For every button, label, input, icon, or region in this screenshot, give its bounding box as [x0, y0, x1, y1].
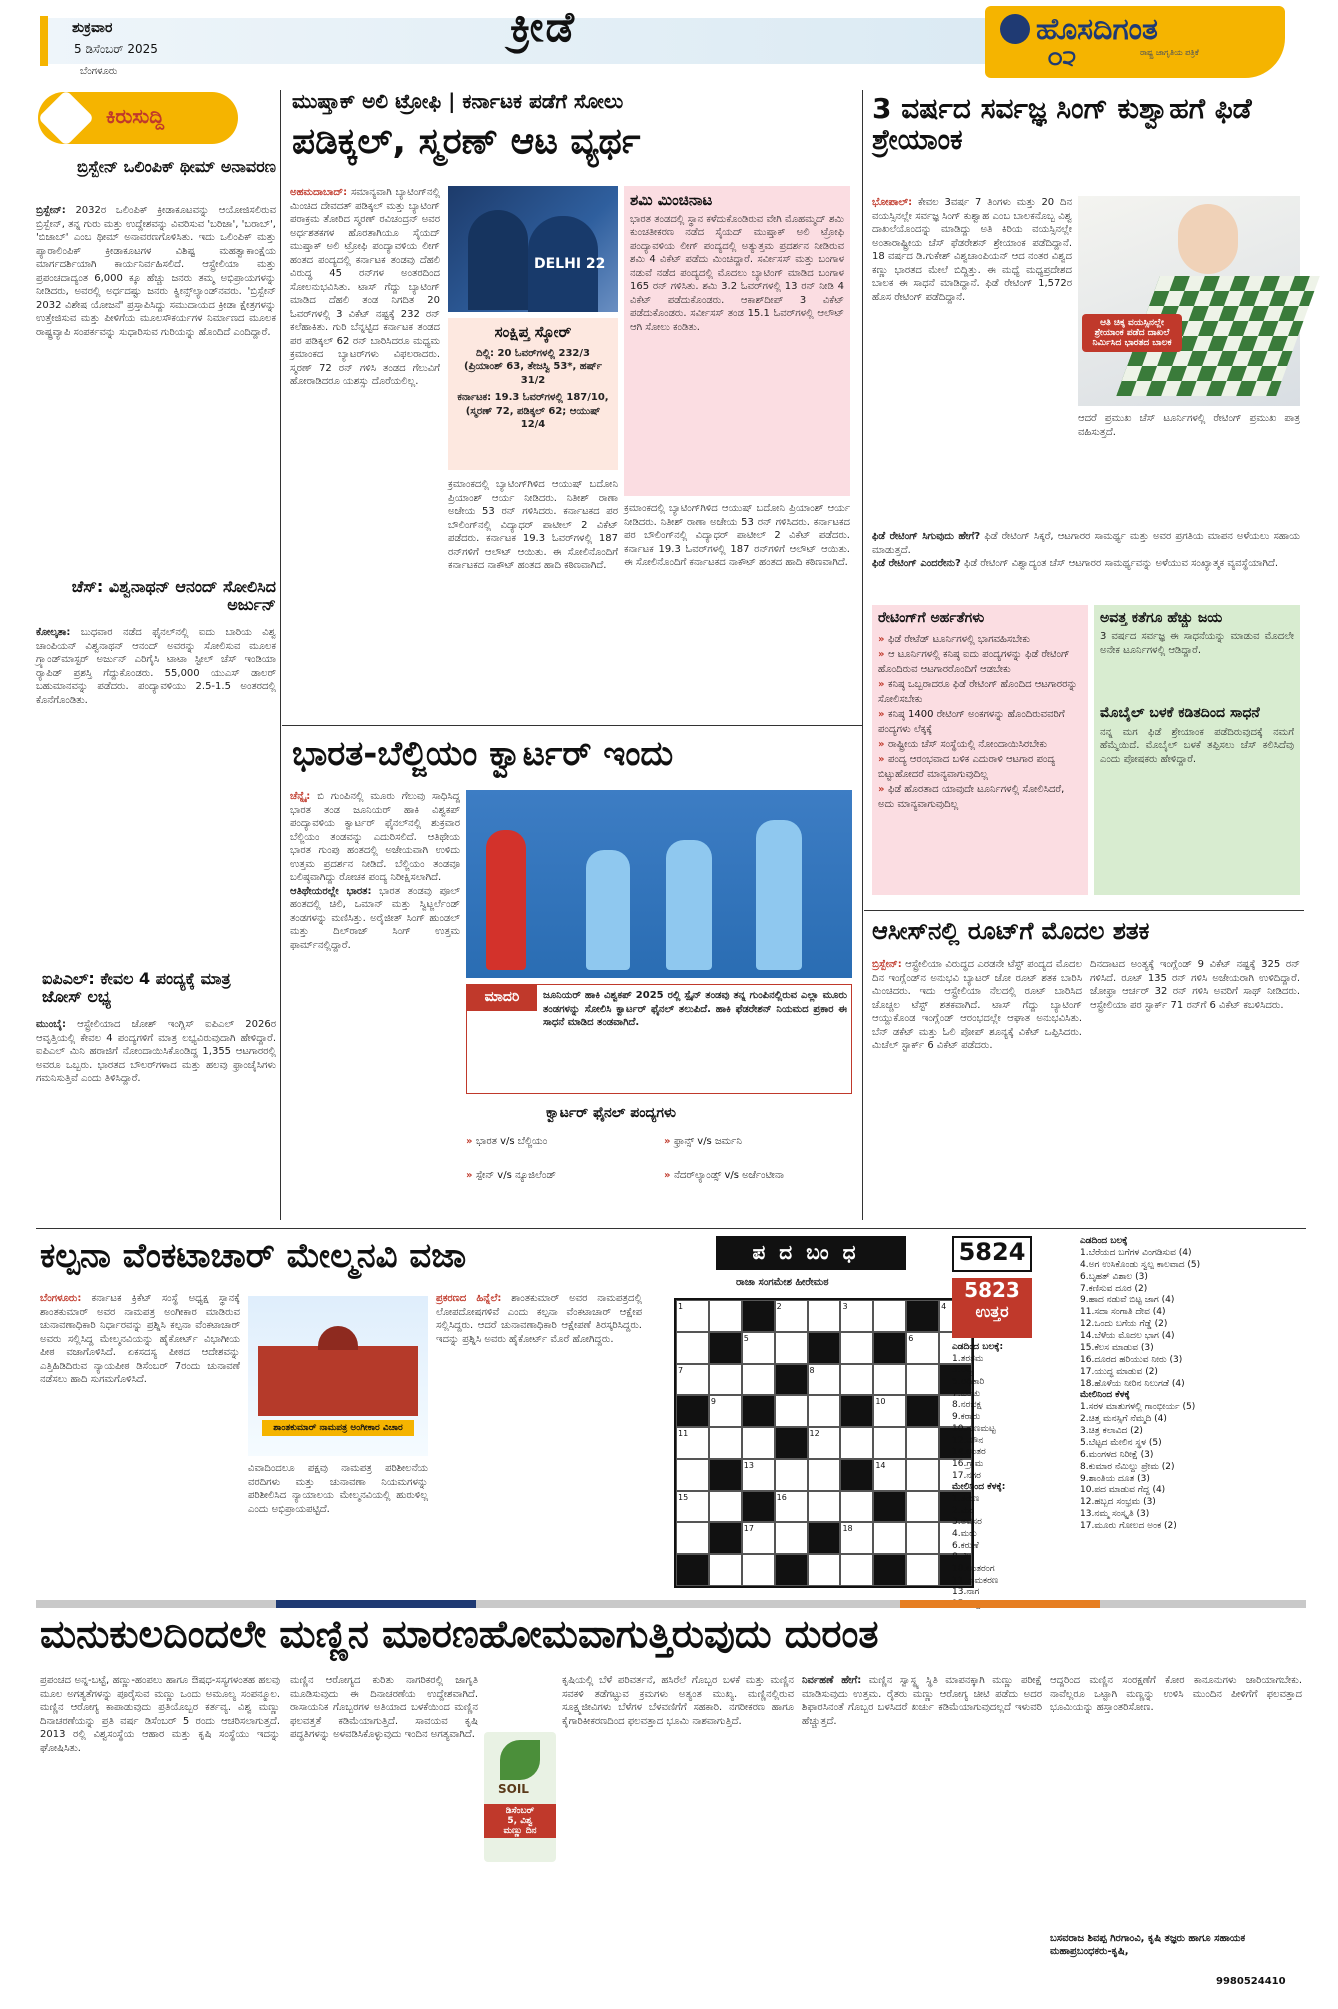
lead-body-3-text: ಕ್ರಮಾಂಕದಲ್ಲಿ ಬ್ಯಾಟಿಂಗ್‌ಗಿಳಿದ ಆಯುಷ್ ಬದೋನಿ ಪ್ರಿಯಾಂಶ್ ಆರ್ಯ ನೀಡಿದರು. ನಿತೀಶ್ ರಾಣಾ ಅಜೇಯ 53 ರನ್ ಗಳಿಸಿದರು. ಕರ್ನಾಟಕದ ಪರ ಬೌಲಿಂಗ್‌ನಲ್ಲಿ ವಿದ್ಯಾಧರ್ ಪಾಟೀಲ್ 2 ವಿಕೆಟ್ ಪಡೆದರು. ಕರ್ನಾಟಕ 19.3 ಓವರ್‌ಗಳಲ್ಲಿ 187 ರನ್‌ಗಳಿಗೆ ಆಲೌಟ್ ಆಯಿತು. ಈ ಸೋಲಿನೊಂದಿಗೆ ಕರ್ನಾಟಕದ ನಾಕೌಟ್ ಹಂತದ ಹಾದಿ ಕಠಿಣವಾಗಿದೆ. [624, 503, 850, 568]
eligibility-box [872, 605, 1088, 895]
soil-day-label: ಡಿಸೆಂಬರ್ 5, ವಿಶ್ವ ಮಣ್ಣು ದಿನ [484, 1804, 556, 1838]
lead-body-3 [624, 502, 850, 716]
kalpana-subhead: ಪ್ರಕರಣದ ಹಿನ್ನೆಲೆ: [436, 1293, 502, 1304]
rule-mid-h [282, 725, 862, 726]
chess-body [872, 196, 1072, 526]
brand-logo-icon [1000, 14, 1030, 44]
masthead-city: ಬೆಂಗಳೂರು [80, 66, 118, 77]
root-body-text: ಆಸ್ಟ್ರೇಲಿಯಾ ವಿರುದ್ಧದ ಎರಡನೇ ಟೆಸ್ಟ್ ಪಂದ್ಯದ ಮೊದಲ ದಿನ ಇಂಗ್ಲೆಂಡ್‌ನ ಅನುಭವಿ ಬ್ಯಾಟರ್ ಜೋ ರೂಟ್ ಶತಕ ಬಾರಿಸಿ ಮಿಂಚಿದರು. ಇದು ಆಸ್ಟ್ರೇಲಿಯಾ ನೆಲದಲ್ಲಿ ರೂಟ್ ಬಾರಿಸಿದ ಚೊಚ್ಚಲ ಟೆಸ್ಟ್ ಶತಕವಾಗಿದೆ. ಟಾಸ್ ಗೆದ್ದು ಬ್ಯಾಟಿಂಗ್ ಆಯ್ದುಕೊಂಡ ಇಂಗ್ಲೆಂಡ್ ಆರಂಭದಲ್ಲೇ ಆಘಾತ ಅನುಭವಿಸಿತು. ಬೆನ್ ಡಕೆಟ್ ಮತ್ತು ಓಲಿ ಪೋಪ್ ಶೂನ್ಯಕ್ಕೆ ವಿಕೆಟ್ ಒಪ್ಪಿಸಿದರು. ಮಿಚೆಲ್ ಸ್ಟಾರ್ಕ್ 6 ವಿಕೆಟ್ ಪಡೆದರು. [872, 959, 1082, 1051]
hockey-headline: ಭಾರತ-ಬೆಲ್ಜಿಯಂ ಕ್ವಾರ್ಟರ್ ಇಂದು [292, 734, 674, 774]
section-title: ಕ್ರೀಡೆ [510, 2, 576, 51]
score-line-1: ದಿಲ್ಲಿ: 20 ಓವರ್‌ಗಳಲ್ಲಿ 232/3 [476, 347, 590, 359]
soil-col-1: ಪ್ರಪಂಚದ ಅನ್ನ-ಬಟ್ಟೆ, ಹಣ್ಣು-ಹಂಪಲು ಹಾಗೂ ಔಷಧ-ಸಸ್ಯಗಳಂತಹ ಹಲವು ಮೂಲ ಅಗತ್ಯತೆಗಳನ್ನು ಪೂರೈಸುವ ಮಣ್ಣು ಒಂದು ಅಮೂಲ್ಯ ಸಂಪನ್ಮೂಲ. ಮಣ್ಣಿನ ಆರೋಗ್ಯ ಕಾಪಾಡುವುದು ಪ್ರತಿಯೊಬ್ಬರ ಕರ್ತವ್ಯ. ವಿಶ್ವ ಮಣ್ಣು ದಿನಾಚರಣೆಯನ್ನು ಪ್ರತಿ ವರ್ಷ ಡಿಸೆಂಬರ್ 5 ರಂದು ಆಚರಿಸಲಾಗುತ್ತದೆ. 2013 ರಲ್ಲಿ ವಿಶ್ವಸಂಸ್ಥೆಯ ಆಹಾರ ಮತ್ತು ಕೃಷಿ ಸಂಸ್ಥೆಯು ಇದನ್ನು ಘೋಷಿಸಿತು. [40, 1675, 280, 1754]
young-body: 3 ವರ್ಷದ ಸರ್ವಜ್ಞ ಈ ಸಾಧನೆಯನ್ನು ಮಾಡುವ ಮೊದಲೇ ಅನೇಕ ಟೂರ್ನಿಗಳಲ್ಲಿ ಆಡಿದ್ದಾರೆ. [1100, 631, 1294, 656]
faq-question-2: ಫಿಡೆ ರೇಟಿಂಗ್ ಎಂದರೇನು? [872, 558, 961, 569]
answer-box [952, 1278, 1032, 1338]
jersey-number: DELHI 22 [534, 256, 606, 272]
root-dateline: ಬ್ರಿಸ್ಬೇನ್: [872, 959, 902, 970]
rule-right [862, 90, 863, 1220]
hockey-photo [466, 790, 852, 978]
player-blue-1 [586, 850, 630, 970]
brief-dateline-2: ಕೋಲ್ಕತಾ: [36, 627, 71, 638]
shami-title: ಶಮಿ ಮಿಂಚಿನಾಟ [630, 191, 713, 209]
kalpana-body-text: ಕರ್ನಾಟಕ ಕ್ರಿಕೆಟ್ ಸಂಸ್ಥೆ ಅಧ್ಯಕ್ಷ ಸ್ಥಾನಕ್ಕೆ ಶಾಂತಕುಮಾರ್ ಅವರ ನಾಮಪತ್ರ ಅಂಗೀಕಾರ ಮಾಡಿರುವ ಚುನಾವಣಾಧಿಕಾರಿ ನಿರ್ಧಾರವನ್ನು ಪ್ರಶ್ನಿಸಿ ಕಲ್ಪನಾ ವೆಂಕಟಾಚಾರ್ ಅವರು ಸಲ್ಲಿಸಿದ್ದ ಮೇಲ್ಮನವಿಯನ್ನು ಹೈಕೋರ್ಟ್ ವಿಭಾಗೀಯ ಪೀಠ ವಜಾಗೊಳಿಸಿದೆ. ಏಕಸದಸ್ಯ ಪೀಠದ ಆದೇಶವನ್ನು ಎತ್ತಿಹಿಡಿದಿರುವ ನ್ಯಾಯಪೀಠ ಡಿಸೆಂಬರ್ 7ರಂದು ಚುನಾವಣೆ ನಡೆಸಲು ಹಾದಿ ಸುಗಮಗೊಳಿಸಿದೆ. [40, 1293, 240, 1385]
chess-body-2: ಆದರೆ ಪ್ರಮುಖ ಚೆಸ್ ಟೂರ್ನಿಗಳಲ್ಲಿ ರೇಟಿಂಗ್ ಪ್ರಮುಖ ಪಾತ್ರ ವಹಿಸುತ್ತದೆ. [1078, 413, 1300, 438]
masthead-day: ಶುಕ್ರವಾರ [72, 20, 113, 36]
player-blue-2 [666, 840, 712, 970]
brief-title-2: ಚೆಸ್: ವಿಶ್ವನಾಥನ್ ಆನಂದ್ ಸೋಲಿಸಿದ ಅರ್ಜುನ್ [71, 577, 276, 614]
kalpana-caption: ಶಾಂತಕುಮಾರ್ ನಾಮಪತ್ರ ಅಂಗೀಕಾರ ವಿಚಾರ [262, 1420, 414, 1436]
brief-dateline-1: ಬ್ರಿಸ್ಬೇನ್: [36, 205, 66, 216]
chess-dateline: ಭೋಪಾಲ್: [872, 197, 913, 208]
soil-subhead: ನಿರ್ವಹಣೆ ಹೇಗೆ: [802, 1675, 862, 1686]
shami-body: ಭಾರತ ತಂಡದಲ್ಲಿ ಸ್ಥಾನ ಕಳೆದುಕೊಂಡಿರುವ ವೇಗಿ ಮೊಹಮ್ಮದ್ ಶಮಿ ಕುಂಚತೀಕರಣ ನಡೆದ ಸೈಯದ್ ಮುಷ್ತಾಕ್ ಅಲಿ ಟ್ರೋಫಿ ಪಂದ್ಯಾವಳಿಯ ಲೀಗ್ ಪಂದ್ಯದಲ್ಲಿ ಅತ್ಯುತ್ತಮ ಪ್ರದರ್ಶನ ನೀಡಿರುವ ಶಮಿ 4 ವಿಕೆಟ್ ಪಡೆದು ಮಿಂಚಿದ್ದಾರೆ. ಸರ್ವೀಸಸ್ ಮತ್ತು ಬಂಗಾಳ ನಡುವೆ ನಡೆದ ಪಂದ್ಯದಲ್ಲಿ ಮೊದಲು ಬ್ಯಾಟಿಂಗ್ ಮಾಡಿದ ಬಂಗಾಳ 165 ರನ್ ಗಳಿಸಿತು. ಶಮಿ 3.2 ಓವರ್‌ಗಳಲ್ಲಿ 13 ರನ್ ನೀಡಿ 4 ವಿಕೆಟ್ ಪಡೆದುಕೊಂಡರು. ಆಕಾಶ್‌ದೀಪ್ 3 ವಿಕೆಟ್ ಪಡೆದುಕೊಂಡರು. ಸರ್ವೀಸಸ್ ತಂಡ 15.1 ಓವರ್‌ಗಳಲ್ಲಿ ಆಲೌಟ್ ಆಗಿ ಸೋಲು ಕಂಡಿತು. [630, 213, 844, 333]
eligibility-item: » ಪಂದ್ಯ ಆರಂಭವಾದ ಬಳಿಕ ಎದುರಾಳಿ ಆಟಗಾರ ಪಂದ್ಯ ಬಿಟ್ಟುಹೋದರೆ ಮಾನ್ಯವಾಗುವುದಿಲ್ಲ [878, 754, 1056, 781]
hockey-body-text: ಬಿ ಗುಂಪಿನಲ್ಲಿ ಮೂರು ಗೆಲುವು ಸಾಧಿಸಿದ್ದ ಭಾರತ ತಂಡ ಜೂನಿಯರ್ ಹಾಕಿ ವಿಶ್ವಕಪ್ ಪಂದ್ಯಾವಳಿಯ ಕ್ವಾರ್ಟರ್ ಫೈನಲ್‌ನಲ್ಲಿ ಶುಕ್ರವಾರ ಬೆಲ್ಜಿಯಂ ತಂಡವನ್ನು ಎದುರಿಸಲಿದೆ. ಆತಿಥೇಯ ಭಾರತ ಗುಂಪು ಹಂತದಲ್ಲಿ ಅಜೇಯವಾಗಿ ಉಳಿದು ಉತ್ತಮ ಪ್ರದರ್ಶನ ನೀಡಿದೆ. ಬೆಲ್ಜಿಯಂ ತಂಡವೂ ಬಲಿಷ್ಠವಾಗಿದ್ದು ರೋಚಕ ಪಂದ್ಯ ನಿರೀಕ್ಷಿಸಲಾಗಿದೆ. [290, 791, 461, 883]
building-dome [318, 1326, 358, 1350]
masthead-date: 5 ಡಿಸೆಂಬರ್ 2025 [74, 42, 158, 56]
brief-text-1: 2032ರ ಒಲಿಂಪಿಕ್ ಕ್ರೀಡಾಕೂಟವನ್ನು ಆಯೋಜಿಸಲಿರುವ ಬ್ರಿಸ್ಬೇನ್, ತನ್ನ ಗುರು ಮತ್ತು ಉದ್ದೇಶವನ್ನು ವಿವರಿಸುವ 'ಬರಿಜಾ', 'ಬರಾಬ್', 'ಬಿಜಾಬ್' ಎಂಬ ಥೀಮ್ ಅನಾವರಣಗೊಳಿಸಿತು. ಇದು ಒಲಿಂಪಿಕ್ ಮತ್ತು ಪ್ಯಾರಾಲಿಂಪಿಕ್ ಕ್ರೀಡಾಕೂಟಗಳ ವಿಶಿಷ್ಟ ಮಹತ್ವಾಕಾಂಕ್ಷೆಯ ಮಾರ್ಗದರ್ಶಿಯಾಗಿ ಕಾರ್ಯನಿರ್ವಹಿಸಲಿದೆ. ಆಸ್ಟ್ರೇಲಿಯಾ ಮತ್ತು ಪ್ರಪಂಚದಾದ್ಯಂತ 6,000 ಕ್ಕೂ ಹೆಚ್ಚು ಜನರು ತಮ್ಮ ಅಭಿಪ್ರಾಯಗಳನ್ನು ನೀಡಿದರು, ಅವರಲ್ಲಿ ಅರ್ಧದಷ್ಟು ಜನರು ಕ್ವೀನ್ಸ್‌ಲ್ಯಾಂಡ್‌ನವರು. 'ಬ್ರಿಸ್ಬೇನ್ 2032 ವಿಶೇಷ ಯೋಜನೆ' ಪ್ರಸ್ತಾಪಿಸಿದ್ದು ಸಮುದಾಯದ ಕ್ರೀಡಾ ಕ್ಷೇತ್ರಗಳನ್ನು ಉತ್ತೇಜಿಸುವ ಮತ್ತು ಪೀಳಿಗೆಯ ಮೂಲಸೌಕರ್ಯಗಳ ನಿರ್ಮಾಣದ ಮೂಲಕ ರಾಷ್ಟ್ರವ್ಯಾಪಿ ಸಂಪರ್ಕವನ್ನು ಸುಧಾರಿಸುವ ಗುರಿಯನ್ನು ಹೊಂದಿದೆ ಎಂದಿದ್ದಾರೆ. [36, 205, 276, 338]
sidebar-shami [624, 186, 850, 496]
lead-body-2: ಕ್ರಮಾಂಕದಲ್ಲಿ ಬ್ಯಾಟಿಂಗ್‌ಗಿಳಿದ ಆಯುಷ್ ಬದೋನಿ ಪ್ರಿಯಾಂಶ್ ಆರ್ಯ ನೀಡಿದರು. ನಿತೀಶ್ ರಾಣಾ ಅಜೇಯ 53 ರನ್ ಗಳಿಸಿದರು. ಕರ್ನಾಟಕದ ಪರ ಬೌಲಿಂಗ್‌ನಲ್ಲಿ ವಿದ್ಯಾಧರ್ ಪಾಟೀಲ್ 2 ವಿಕೆಟ್ ಪಡೆದರು. ಕರ್ನಾಟಕ 19.3 ಓವರ್‌ಗಳಲ್ಲಿ 187 ರನ್‌ಗಳಿಗೆ ಆಲೌಟ್ ಆಯಿತು. ಈ ಸೋಲಿನೊಂದಿಗೆ ಕರ್ನಾಟಕದ ನಾಕೌಟ್ ಹಂತದ ಹಾದಿ ಕಠಿಣವಾಗಿದೆ. [448, 479, 618, 571]
kalpana-headline: ಕಲ್ಪನಾ ವೆಂಕಟಾಚಾರ್ ಮೇಲ್ಮನವಿ ವಜಾ [40, 1236, 467, 1276]
model-box [466, 984, 852, 1094]
soil-headline: ಮನುಕುಲದಿಂದಲೇ ಮಣ್ಣಿನ ಮಾರಣಹೋಮವಾಗುತ್ತಿರುವುದು ದುರಂತ [40, 1612, 879, 1656]
soil-badge [484, 1732, 556, 1862]
eligibility-item: » ಫಿಡೆ ರೇಟೆಡ್ ಟೂರ್ನಿಗಳಲ್ಲಿ ಭಾಗವಹಿಸಬೇಕು [878, 634, 1031, 646]
answer-label: ಉತ್ತರ [975, 1302, 1009, 1321]
score-line-3: ಕರ್ನಾಟಕ: 19.3 ಓವರ್‌ಗಳಲ್ಲಿ 187/10, (ಸ್ಮರಣ್ 72, ಪಡಿಕ್ಕಲ್ 62; ಆಯುಷ್ 12/4 [457, 392, 609, 430]
root-headline: ಆಸೀಸ್‌ನಲ್ಲಿ ರೂಟ್‌ಗೆ ಮೊದಲ ಶತಕ [872, 917, 1150, 945]
soil-phone: 9980524410 [1216, 1976, 1286, 1987]
chess-body-text: ಕೇವಲ 3ವರ್ಷ 7 ತಿಂಗಳು ಮತ್ತು 20 ದಿನ ವಯಸ್ಸಿನಲ್ಲೇ ಸರ್ವಜ್ಞ ಸಿಂಗ್ ಕುಶ್ವಾಹ ಎಂಬ ಬಾಲಕನೊಬ್ಬ ವಿಶ್ವ ದಾಖಲೆಯೊಂದನ್ನು ಮಾಡಿದ್ದು ಅತಿ ಕಿರಿಯ ವಯಸ್ಸಿನಲ್ಲೇ ಅಂತಾರಾಷ್ಟ್ರೀಯ ಚೆಸ್ ಫೆಡರೇಶನ್ ಶ್ರೇಯಾಂಕ ಪಡೆದಿದ್ದಾನೆ. 18 ವರ್ಷದ ಡಿ.ಗುಕೇಶ್ ವಿಶ್ವಚಾಂಪಿಯನ್ ಆದ ನಂತರ ವಿಶ್ವದ ಕಣ್ಣು ಭಾರತದ ಮೇಲೆ ಬಿದ್ದಿತ್ತು. ಈ ಮಧ್ಯೆ ಮಧ್ಯಪ್ರದೇಶದ ಬಾಲಕ ಈ ಸಾಧನೆ ಮಾಡಿದ್ದಾನೆ. ಫಿಡೆ ರೇಟಿಂಗ್ 1,572ರ ಹೊಸ ರೇಟಿಂಗ್ ಪಡೆದಿದ್ದಾನೆ. [872, 197, 1072, 303]
qf-match: » ಭಾರತ v/s ಬೆಲ್ಜಿಯಂ [466, 1136, 548, 1147]
child-figure [1178, 204, 1238, 274]
soil-col-4-text: ಮಣ್ಣಿನ ಸ್ವಾಸ್ಥ್ಯ ಸ್ಥಿತಿ ಮಾಪನಕ್ಕಾಗಿ ಮಣ್ಣು ಪರೀಕ್ಷೆ ಮಾಡಿಸುವುದು ಉತ್ತಮ. ರೈತರು ಮಣ್ಣು ಆರೋಗ್ಯ ಚೀಟಿ ಪಡೆದು ಅದರ ಶಿಫಾರಸಿನಂತೆ ಗೊಬ್ಬರ ಬಳಸಿದರೆ ಖರ್ಚು ಕಡಿಮೆಯಾಗುವುದಲ್ಲದೆ ಇಳುವರಿ ಹೆಚ್ಚುತ್ತದೆ. [802, 1675, 1043, 1727]
player-blue-3 [756, 820, 802, 970]
hockey-body-text-2: ಭಾರತ ತಂಡವು ಪೂಲ್ ಹಂತದಲ್ಲಿ ಚಿಲಿ, ಒಮಾನ್ ಮತ್ತು ಸ್ವಿಟ್ಜರ್ಲೆಂಡ್ ತಂಡಗಳನ್ನು ಮಣಿಸಿತ್ತು. ಅರೈಜೀತ್ ಸಿಂಗ್ ಹುಂಡಲ್ ಮತ್ತು ದಿಲ್‌ರಾಜ್ ಸಿಂಗ್ ಉತ್ತಮ ಫಾರ್ಮ್‌ನಲ್ಲಿದ್ದಾರೆ. [290, 885, 460, 951]
model-badge: ಮಾದರಿ [467, 985, 537, 1011]
kalpana-story [36, 1232, 646, 1598]
clue-down-title: ಮೇಲಿನಿಂದ ಕೆಳಕ್ಕೆ [1080, 1390, 1130, 1401]
rule-left [280, 90, 281, 1220]
soil-word: SOIL [498, 1782, 529, 1796]
crossword-number-box: 5824 [952, 1236, 1032, 1272]
model-text: ಜೂನಿಯರ್ ಹಾಕಿ ವಿಶ್ವಕಪ್ 2025 ರಲ್ಲಿ ಸ್ಪೈನ್ ತಂಡವು ತನ್ನ ಗುಂಪಿನಲ್ಲಿರುವ ಎಲ್ಲಾ ಮೂರು ತಂಡಗಳನ್ನು ಸೋಲಿಸಿ ಕ್ವಾರ್ಟರ್ ಫೈನಲ್ ತಲುಪಿದೆ. ಹಾಕಿ ಫೆಡರೇಶನ್ ನಿಯಮದ ಪ್ರಕಾರ ಈ ಸಾಧನೆ ಮಾಡಿದ ತಂಡವಾಗಿದೆ. [543, 990, 847, 1028]
brief-body-2 [36, 626, 276, 966]
soil-article [36, 1612, 1306, 2002]
score-box [448, 318, 618, 470]
young-box [1094, 605, 1300, 895]
cell-number: 1 [676, 1300, 709, 1332]
answer-down-title: ಮೇಲಿನಿಂದ ಕೆಳಕ್ಕೆ: [952, 1482, 1006, 1493]
brief-title-3: ಐಪಿಎಲ್: ಕೇವಲ 4 ಪಂದ್ಯಕ್ಕೆ ಮಾತ್ರ ಜೋಸ್ ಲಭ್ಯ [42, 969, 231, 1006]
kalpana-dateline: ಬೆಂಗಳೂರು: [40, 1293, 82, 1304]
qf-list [466, 1134, 852, 1198]
eligibility-item: » ಆ ಟೂರ್ನಿಗಳಲ್ಲಿ ಕನಿಷ್ಠ ಐದು ಪಂದ್ಯಗಳನ್ನು ಫಿಡೆ ರೇಟಿಂಗ್ ಹೊಂದಿರುವ ಆಟಗಾರರೊಂದಿಗೆ ಆಡಬೇಕು [878, 649, 1070, 676]
brief-body-3 [36, 1018, 276, 1218]
kirusuddi-label: ಕಿರುಸುದ್ದಿ [106, 104, 165, 128]
answer-list: ಎಡದಿಂದ ಬಲಕ್ಕೆ: 1.ತರತಮ 3.ಅನ್ಯ 5.ಅಧಿಕಾರಿ 7.ಬೆಂಚು 8.ನರಭಕ್ಷ 9.ಕರಾರು 10.ಗುಣಮಟ್ಟ 12.ಮೌನ 14.ಅಂತರ 16.ಗ್ರಾಮ 17.ನಗರ ಮೇಲಿನಿಂದ ಕೆಳಕ್ಕೆ: 1.ತರುಣ 2.ಮರ 3.ಅವಸರ 4.ಮರು 6.ಕರುಣೆ 8.ನೆಲ 10.ಅಂತರಂಗ 11.ನಾಮಕರಣ 13.ನಾಗ [952, 1342, 1006, 1598]
phone-title: ಮೊಬೈಲ್ ಬಳಕೆ ಕಡಿತದಿಂದ ಸಾಧನೆ [1100, 705, 1260, 722]
brief-title-1: ಬ್ರಿಸ್ಬೇನ್ ಒಲಿಂಪಿಕ್ ಥೀಮ್ ಅನಾವರಣ [77, 157, 276, 176]
brief-text-3: ಆಸ್ಟ್ರೇಲಿಯಾದ ಜೋಶ್ ಇಂಗ್ಲಿಸ್ ಐಪಿಎಲ್ 2026ರ ಆವೃತ್ತಿಯಲ್ಲಿ ಕೇವಲ 4 ಪಂದ್ಯಗಳಿಗೆ ಮಾತ್ರ ಲಭ್ಯವಿರುವುದಾಗಿ ಹೇಳಿದ್ದಾರೆ. ಐಪಿಎಲ್ ಮಿನಿ ಹರಾಜಿಗೆ ನೋಂದಾಯಿಸಿಕೊಂಡಿದ್ದ 1,355 ಆಟಗಾರರಲ್ಲಿ ಅವರೂ ಒಬ್ಬರು. ಭಾರತದ ಬೌಲರ್‌ಗಳಾದ ಮತ್ತು ಹಲವು ಫ್ರಾಂಚೈಸಿಗಳು ಗಮನಿಸುತ್ತಿವೆ ಎಂದು ತಿಳಿಸಿದ್ದಾರೆ. [36, 1019, 276, 1084]
score-title: ಸಂಕ್ಷಿಪ್ತ ಸ್ಕೋರ್ [494, 323, 572, 341]
hockey-subhead: ಆತಿಥೇಯರಲ್ಲೇ ಭಾರತ: [290, 885, 372, 897]
brief-text-2: ಬುಧವಾರ ನಡೆದ ಫೈನಲ್‌ನಲ್ಲಿ ಐದು ಬಾರಿಯ ವಿಶ್ವ ಚಾಂಪಿಯನ್ ವಿಶ್ವನಾಥನ್ ಆನಂದ್ ಅವರನ್ನು ಸೋಲಿಸುವ ಮೂಲಕ ಗ್ರ್ಯಾಂಡ್‌ಮಾಸ್ಟರ್ ಅರ್ಜುನ್ ಎರಿಗೈಸಿ ಟಾಟಾ ಸ್ಟೀಲ್ ಚೆಸ್ ಇಂಡಿಯಾ ರ‍್ಯಾಪಿಡ್ ಪ್ರಶಸ್ತಿ ಗೆದ್ದುಕೊಂಡರು. 55,000 ಯುಎಸ್ ಡಾಲರ್ ಬಹುಮಾನವನ್ನು ಪಡೆದರು. ಪಂದ್ಯಾವಳಿಯು 2.5-1.5 ಅಂತರದಲ್ಲಿ ಕೊನೆಗೊಂಡಿತು. [36, 627, 276, 706]
lead-dateline: ಅಹಮದಾಬಾದ್: [290, 187, 348, 198]
faq-question-1: ಫಿಡೆ ರೇಟಿಂಗ್ ಸಿಗುವುದು ಹೇಗೆ? [872, 531, 981, 542]
player-red [486, 830, 526, 970]
crossword-title-bar: ಪದಬಂಧ [716, 1236, 906, 1270]
rule-bottom-h [36, 1228, 1306, 1229]
kalpana-body-3-text: ಶಾಂತಕುಮಾರ್ ಅವರ ನಾಮಪತ್ರದಲ್ಲಿ ಲೋಪದೋಷಗಳಿವೆ ಎಂದು ಕಲ್ಪನಾ ವೆಂಕಟಾಚಾರ್ ಆಕ್ಷೇಪ ಸಲ್ಲಿಸಿದ್ದರು. ಆದರೆ ಚುನಾವಣಾಧಿಕಾರಿ ಆಕ್ಷೇಪಣೆ ತಿರಸ್ಕರಿಸಿದ್ದರು. ಇದನ್ನು ಪ್ರಶ್ನಿಸಿ ಅವರು ಹೈಕೋರ್ಟ್ ಮೊರೆ ಹೋಗಿದ್ದರು. [436, 1293, 642, 1345]
answer-across-title: ಎಡದಿಂದ ಬಲಕ್ಕೆ: [952, 1342, 1004, 1352]
highcourt-photo [248, 1296, 428, 1456]
young-title: ಅವತ್ತ ಕತೆಗೂ ಹೆಚ್ಚು ಜಯ [1100, 610, 1223, 626]
brief-dateline-3: ಮುಂಬೈ: [36, 1019, 67, 1030]
crossword-grid[interactable]: 1 2 3 4 5 6 7 8 9 10 11 12 13 14 15 16 17 18 [674, 1298, 974, 1588]
phone-body: ನನ್ನ ಮಗ ಫಿಡೆ ಶ್ರೇಯಾಂಕ ಪಡೆದಿರುವುದಕ್ಕೆ ನಮಗೆ ಹೆಮ್ಮೆಯಿದೆ. ಮೊಬೈಲ್ ಬಳಕೆ ತಪ್ಪಿಸಲು ಚೆಸ್ ಕಲಿಸಿದೆವು ಎಂದು ಪೋಷಕರು ಹೇಳಿದ್ದಾರೆ. [1100, 726, 1294, 765]
qf-title: ಕ್ವಾರ್ಟರ್ ಫೈನಲ್ ಪಂದ್ಯಗಳು [546, 1105, 676, 1121]
chess-caption: ಆತಿ ಚಿಕ್ಕ ವಯಸ್ಸಿನಲ್ಲೇ ಶ್ರೇಯಾಂಕ ಪಡೆದ ದಾಖಲೆ ನಿರ್ಮಿಸಿದ ಭಾರತದ ಬಾಲಕ [1082, 314, 1182, 352]
building-body [258, 1346, 418, 1416]
clue-list: ಎಡದಿಂದ ಬಲಕ್ಕೆ 1.ಬೆರೆಯದ ಬಗೆಗಳ ವಿಂಗಡಿಸುವ (4) 4.ಅಗ ಉಸಿಕೊಂಡು ಸ್ವಲ್ಪ ಕಾಲವಾದ (5) 6.ಬೃಹತ್ ವಿಶಾಲ (3) 7.ಕಣಿಸುವ ದೂರ (2) 9.ಹಾದ ನಡುವೆ ಬಿಟ್ಟ ಜಾಗ (4) 11.ಸದಾ ಸಂಗಾತಿ ದೇವ (4) 12.ಒಂದು ಬಗೆಯ ಗೆಡ್ಡೆ (2) 14.ಬೆಳೆಯ ಮೊದಲ ಭಾಗ (4) 15.ಕೆಲಸ ಮಾಡುವ (3) 16.ದೂರದ ಹರಿಯುವ ನೀರು (3) 17.ಯುದ್ಧ ಮಾಡುವ (2) 18.ಹೊಳೆಯ ನೀರಿನ ನಿಲುಗಡೆ (4) ಮೇಲಿನಿಂದ ಕೆಳಕ್ಕೆ 1.ಸರಳ ಮಾತುಗಳಲ್ಲಿ ಗಾಂಭೀರ್ಯ (5) 2.ಚಿತ್ತ ಮನಸ್ಸಿಗೆ ನೆಮ್ಮದಿ (4) 3.ಚಿತ್ರ ಕಲಾವಿದ (2) 5.ಬೆಟ್ಟದ ಮೇಲಿನ ಸ್ಥಳ (5) 6.ಮಂಗಳದ ನಿರೀಕ್ಷೆ (3) 8.ಕುಮಾರ ನೆಮಿಲ್ದು ಪ್ರೇಮ (2) 9.ಶಾಂತಿಯ ದೂತ (3) 10.ಪದ ಮಾಡುವ ಗೆದ್ದ (4) 12.ಹಬ್ಬದ ಸಂಭ್ರಮ (3) 13.ನಮ್ಮ ಸಂಸ್ಕೃತಿ (3) 17.ಮೂರು ಗೋಲದ ಅಂಕ (2) [1080, 1236, 1201, 1531]
separator-navy [276, 1600, 476, 1608]
eligibility-item: » ಕನಿಷ್ಠ 1400 ರೇಟಿಂಗ್ ಅಂಕಗಳನ್ನು ಹೊಂದಿರುವವರಿಗೆ ಪಂದ್ಯಗಳು ಲೆಕ್ಕಕ್ಕೆ [878, 709, 1065, 736]
chess-story [868, 90, 1304, 905]
lead-story [286, 90, 858, 722]
kalpana-body [40, 1292, 240, 1592]
answer-number: 5823 [964, 1278, 1020, 1302]
masthead [0, 0, 1338, 86]
clue-across-title: ಎಡದಿಂದ ಬಲಕ್ಕೆ [1080, 1236, 1128, 1246]
qf-match: » ಫ್ರಾನ್ಸ್ v/s ಜರ್ಮನಿ [664, 1136, 742, 1147]
root-body-2: ದಿನದಾಟದ ಅಂತ್ಯಕ್ಕೆ ಇಂಗ್ಲೆಂಡ್ 9 ವಿಕೆಟ್ ನಷ್ಟಕ್ಕೆ 325 ರನ್ ಗಳಿಸಿದೆ. ರೂಟ್ 135 ರನ್ ಗಳಿಸಿ ಅಜೇಯರಾಗಿ ಉಳಿದಿದ್ದಾರೆ. ಜೋಫ್ರಾ ಆರ್ಚರ್ 32 ರನ್ ಗಳಿಸಿ ಅವರಿಗೆ ಸಾಥ್ ನೀಡಿದರು. ಆಸ್ಟ್ರೇಲಿಯಾ ಪರ ಸ್ಟಾರ್ಕ್ 71 ರನ್‌ಗೆ 6 ವಿಕೆಟ್ ಕಬಳಿಸಿದರು. [1090, 959, 1300, 1011]
soil-col-4 [802, 1674, 1042, 1994]
plant-icon [500, 1740, 540, 1780]
page-number: ੦੨ [1048, 46, 1077, 71]
eligibility-item: » ರಾಷ್ಟ್ರೀಯ ಚೆಸ್ ಸಂಸ್ಥೆಯಲ್ಲಿ ನೋಂದಾಯಿಸಿರಬೇಕು [878, 739, 1047, 751]
separator-bar [36, 1600, 1306, 1608]
faq-answer-1: ಫಿಡೆ ರೇಟಿಂಗ್ ಸಿಕ್ಕರೆ, ಆಟಗಾರರ ಸಾಮರ್ಥ್ಯ ಮತ್ತು ಅವರ ಪ್ರಗತಿಯ ಮಾಪನ ಅಳೆಯಲು ಸಹಾಯ ಮಾಡುತ್ತದೆ. [872, 531, 1300, 556]
faq-answer-2: ಫಿಡೆ ರೇಟಿಂಗ್ ವಿಶ್ವಾದ್ಯಂತ ಚೆಸ್ ಆಟಗಾರರ ಸಾಮರ್ಥ್ಯವನ್ನು ಅಳೆಯುವ ಸಂಖ್ಯಾತ್ಮಕ ವ್ಯವಸ್ಥೆಯಾಗಿದೆ. [963, 558, 1279, 569]
kalpana-body-3 [436, 1292, 642, 1592]
hockey-dateline: ಚೆನ್ನೈ: [290, 791, 311, 802]
soil-col-3: ಕೃಷಿಯಲ್ಲಿ ಬೆಳೆ ಪರಿವರ್ತನೆ, ಹಸಿರೆಲೆ ಗೊಬ್ಬರ ಬಳಕೆ ಮತ್ತು ಮಣ್ಣಿನ ಸವಕಳಿ ತಡೆಗಟ್ಟುವ ಕ್ರಮಗಳು ಅತ್ಯಂತ ಮುಖ್ಯ. ಮಣ್ಣಿನಲ್ಲಿರುವ ಸೂಕ್ಷ್ಮಜೀವಿಗಳು ಬೆಳೆಗಳ ಬೆಳವಣಿಗೆಗೆ ಸಹಕಾರಿ. ನಗರೀಕರಣ ಹಾಗೂ ಕೈಗಾರಿಕೀಕರಣದಿಂದ ಫಲವತ್ತಾದ ಭೂಮಿ ನಾಶವಾಗುತ್ತಿದೆ. [562, 1675, 794, 1727]
eligibility-title: ರೇಟಿಂಗ್‌ಗೆ ಅರ್ಹತೆಗಳು [878, 610, 985, 626]
lead-headline: ಪಡಿಕ್ಕಲ್, ಸ್ಮರಣ್ ಆಟ ವ್ಯರ್ಥ [292, 121, 641, 162]
qf-match: » ನೆದರ್‌ಲ್ಯಾಂಡ್ಸ್ v/s ಅರ್ಜೆಂಟೀನಾ [664, 1170, 784, 1181]
eligibility-item: » ಕನಿಷ್ಠ ಒಬ್ಬರಾದರೂ ಫಿಡೆ ರೇಟಿಂಗ್ ಹೊಂದಿದ ಆಟಗಾರರನ್ನು ಸೋಲಿಸಬೇಕು [878, 679, 1078, 706]
chess-photo [1078, 196, 1300, 406]
color-strip [40, 16, 48, 66]
lead-kicker: ಮುಷ್ತಾಕ್ ಅಲಿ ಟ್ರೋಫಿ | ಕರ್ನಾಟಕ ಪಡೆಗೆ ಸೋಲು [292, 89, 624, 113]
kalpana-body-2: ವಿವಾದಿಂದಲೂ ಪಕ್ಷವು ನಾಮಪತ್ರ ಪರಿಶೀಲನೆಯ ವರದಿಗಳು ಮತ್ತು ಚುನಾವಣಾ ನಿಯಮಗಳನ್ನು ಪರಿಶೀಲಿಸಿದ ನ್ಯಾಯಾಲಯ ಮೇಲ್ಮನವಿಯಲ್ಲಿ ಹುರುಳಿಲ್ಲ ಎಂದು ಅಭಿಪ್ರಾಯಪಟ್ಟಿದೆ. [248, 1463, 428, 1515]
score-line-2: (ಪ್ರಿಯಾಂಶ್ 63, ತೇಜಸ್ವಿ 53*, ಹರ್ಷ್ 31/2 [464, 361, 602, 386]
lead-body-text: ಸಮಾನ್ಯವಾಗಿ ಬ್ಯಾಟಿಂಗ್‌ನಲ್ಲಿ ಮಿಂಚಿದ ದೇವದತ್ ಪಡಿಕ್ಕಲ್ ಮತ್ತು ಬ್ಯಾಟಿಂಗ್ ಪರಾಕ್ರಮ ತೋರಿದ ಸ್ಮರಣ್ ರವಿಚಂದ್ರನ್ ಅವರ ಅರ್ಧಶತಕಗಳ ಹೊರತಾಗಿಯೂ ಸೈಯದ್ ಮುಷ್ತಾಕ್ ಅಲಿ ಟ್ರೋಫಿ ಪಂದ್ಯಾವಳಿಯ ಲೀಗ್ ಹಂತದ ಪಂದ್ಯದಲ್ಲಿ ಕರ್ನಾಟಕ ತಂಡವು ದೆಹಲಿ ವಿರುದ್ಧ 45 ರನ್‌ಗಳ ಅಂತರದಿಂದ ಸೋಲನುಭವಿಸಿತು. ಟಾಸ್ ಗೆದ್ದು ಬ್ಯಾಟಿಂಗ್ ಮಾಡಿದ ದೆಹಲಿ ತಂಡ ನಿಗದಿತ 20 ಓವರ್‌ಗಳಲ್ಲಿ 3 ವಿಕೆಟ್ ನಷ್ಟಕ್ಕೆ 232 ರನ್ ಕಲೆಹಾಕಿತು. ಗುರಿ ಬೆನ್ನಟ್ಟಿದ ಕರ್ನಾಟಕ ತಂಡದ ಪರ ಪಡಿಕ್ಕಲ್ 62 ರನ್ ಬಾರಿಸಿದರೂ ಮಧ್ಯಮ ಕ್ರಮಾಂಕದ ಬ್ಯಾಟರ್‌ಗಳು ವಿಫಲರಾದರು. ಸ್ಮರಣ್ 72 ರನ್ ಗಳಿಸಿ ತಂಡದ ಗೆಲುವಿಗೆ ಹೋರಾಡಿದರೂ ಯಶಸ್ಸು ದೊರೆಯಲಿಲ್ಲ. [290, 187, 440, 387]
brand-tagline: ರಾಷ್ಟ್ರ ಜಾಗೃತಿಯ ಪತ್ರಿಕೆ [1140, 48, 1199, 57]
brief-body-1 [36, 204, 276, 574]
root-story [868, 914, 1304, 1220]
player-silhouette-1 [468, 210, 528, 310]
lead-photo [448, 186, 618, 312]
crossword [656, 1232, 1306, 1598]
rule-right-h [864, 910, 1304, 911]
separator-orange [900, 1600, 1100, 1608]
eligibility-item: » ಫಿಡೆ ಹೊರತಾದ ಯಾವುದೇ ಟೂರ್ನಿಗಳಲ್ಲಿ ಸೋಲಿಸಿದರೆ, ಅದು ಮಾನ್ಯವಾಗುವುದಿಲ್ಲ [878, 784, 1065, 811]
hockey-body [290, 790, 460, 1210]
lead-body [290, 186, 440, 716]
kirusuddi-column [36, 90, 276, 1220]
hockey-story [286, 730, 858, 1220]
soil-col-2: ಮಣ್ಣಿನ ಆರೋಗ್ಯದ ಕುರಿತು ನಾಗರಿಕರಲ್ಲಿ ಜಾಗೃತಿ ಮೂಡಿಸುವುದು ಈ ದಿನಾಚರಣೆಯ ಉದ್ದೇಶವಾಗಿದೆ. ರಾಸಾಯನಿಕ ಗೊಬ್ಬರಗಳ ಅತಿಯಾದ ಬಳಕೆಯಿಂದ ಮಣ್ಣಿನ ಫಲವತ್ತತೆ ಕಡಿಮೆಯಾಗುತ್ತಿದೆ. ಸಾವಯವ ಕೃಷಿ ಪದ್ಧತಿಗಳನ್ನು ಅಳವಡಿಸಿಕೊಳ್ಳುವುದು ಇಂದಿನ ಅಗತ್ಯವಾಗಿದೆ. [290, 1675, 478, 1740]
soil-author: ಬಸವರಾಜ ಶಿವಪ್ಪ ಗಿರಗಾಂವಿ, ಕೃಷಿ ತಜ್ಞರು ಹಾಗೂ ಸಹಾಯಕ ಮಹಾಪ್ರಬಂಧಕರು-ಕೃಷಿ, [1050, 1933, 1246, 1957]
chess-headline: 3 ವರ್ಷದ ಸರ್ವಜ್ಞ ಸಿಂಗ್ ಕುಶ್ವಾಹಗೆ ಫಿಡೆ ಶ್ರೇಯಾಂಕ [872, 92, 1252, 156]
crossword-sponsor: ರಾಜಾ ಸಂಗಮೇಶ ಹೀರೇಮಠ [736, 1277, 829, 1288]
qf-match: » ಸ್ಪೇನ್ v/s ನ್ಯೂಜಿಲೆಂಡ್ [466, 1170, 556, 1181]
soil-col-5: ಆದ್ದರಿಂದ ಮಣ್ಣಿನ ಸಂರಕ್ಷಣೆಗೆ ಕೋರ ಕಾನೂನುಗಳು ಜಾರಿಯಾಗಬೇಕು. ನಾವೆಲ್ಲರೂ ಒಟ್ಟಾಗಿ ಮಣ್ಣನ್ನು ಉಳಿಸಿ ಮುಂದಿನ ಪೀಳಿಗೆಗೆ ಫಲವತ್ತಾದ ಭೂಮಿಯನ್ನು ಹಸ್ತಾಂತರಿಸೋಣ. [1050, 1675, 1302, 1713]
brand-name: ಹೊಸದಿಗಂತ [1036, 12, 1158, 47]
root-body [872, 958, 1082, 1214]
